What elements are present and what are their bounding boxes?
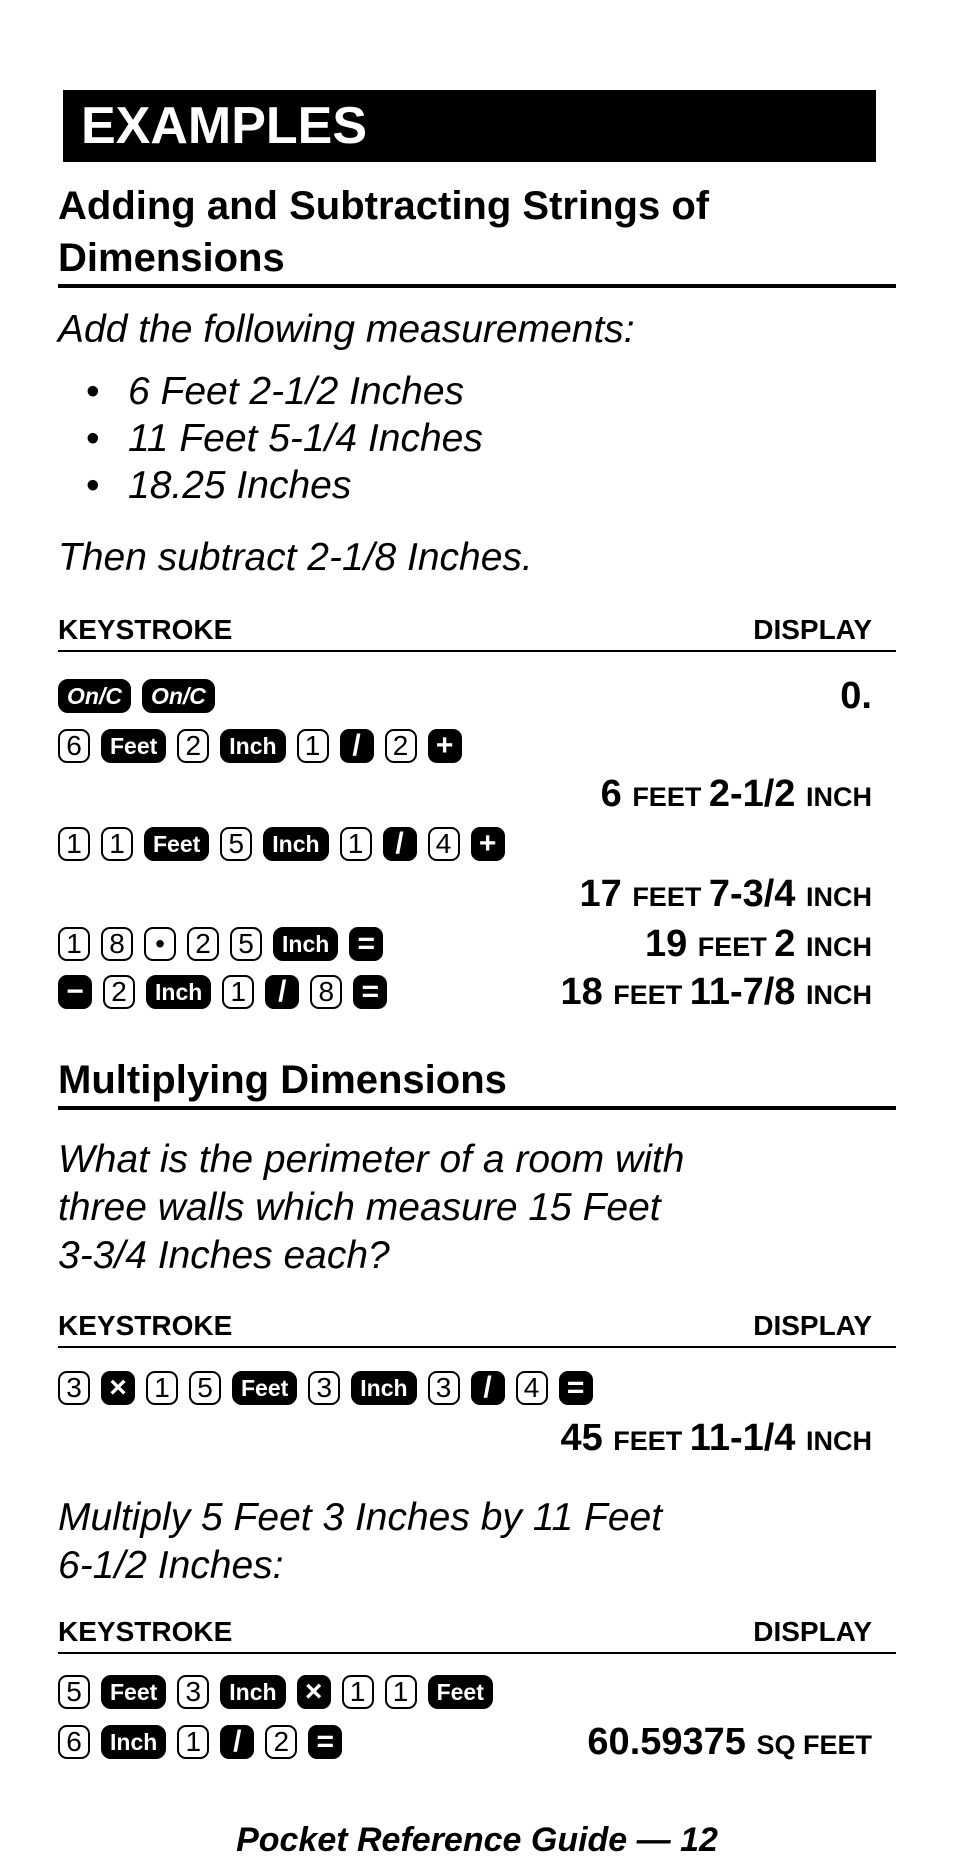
- keystroke-row: [58, 1720, 896, 1764]
- feet-key: Feet: [101, 1675, 166, 1709]
- feet-key: Feet: [101, 729, 166, 763]
- digit-3-key: 3: [58, 1371, 90, 1405]
- feet-key: Feet: [144, 827, 209, 861]
- list-item: • 18.25 Inches: [58, 462, 483, 509]
- examples-banner: EXAMPLES: [63, 90, 876, 162]
- fraction-bar-key: /: [220, 1725, 254, 1759]
- inch-key: Inch: [146, 975, 211, 1009]
- display-label: DISPLAY: [753, 1616, 872, 1647]
- keystroke-row: [58, 772, 896, 816]
- equals-key: =: [559, 1371, 593, 1405]
- digit-1-key: 1: [385, 1675, 417, 1709]
- key-sequence: [58, 1720, 342, 1764]
- equals-key: =: [353, 975, 387, 1009]
- inch-key: Inch: [273, 927, 338, 961]
- multiply-key: ×: [101, 1371, 135, 1405]
- key-sequence: [58, 1670, 493, 1714]
- decimal-point-key: •: [144, 927, 176, 961]
- digit-4-key: 4: [516, 1371, 548, 1405]
- keystroke-label: KEYSTROKE: [58, 1310, 233, 1341]
- display-unit: FEET: [613, 980, 690, 1010]
- digit-1-key: 1: [177, 1725, 209, 1759]
- keystroke-row: [58, 1366, 896, 1410]
- digit-5-key: 5: [230, 927, 262, 961]
- fraction-bar-key: /: [471, 1371, 505, 1405]
- on-clear-key: On/C: [58, 679, 131, 713]
- key-sequence: [58, 970, 387, 1014]
- fraction-bar-key: /: [340, 729, 374, 763]
- question-line: Multiply 5 Feet 3 Inches by 11 Feet: [58, 1496, 663, 1539]
- digit-5-key: 5: [58, 1675, 90, 1709]
- display-value: 19: [644, 923, 698, 965]
- keystroke-row: [58, 1670, 896, 1714]
- digit-5-key: 5: [189, 1371, 221, 1405]
- display-value: 60.59375: [587, 1721, 757, 1763]
- minus-key: −: [58, 975, 92, 1009]
- display-readout: [645, 922, 872, 969]
- keystroke-row: [58, 822, 896, 866]
- key-sequence: [58, 1366, 593, 1410]
- display-value: 0.: [840, 675, 872, 717]
- section-heading-adding: [58, 180, 896, 288]
- display-value: 11-1/4: [689, 1417, 806, 1459]
- display-readout: [587, 1720, 872, 1767]
- display-label: DISPLAY: [753, 614, 872, 645]
- digit-1-key: 1: [342, 1675, 374, 1709]
- digit-1-key: 1: [58, 927, 90, 961]
- digit-2-key: 2: [177, 729, 209, 763]
- digit-3-key: 3: [177, 1675, 209, 1709]
- display-label: DISPLAY: [753, 1310, 872, 1341]
- inch-key: Inch: [351, 1371, 416, 1405]
- display-readout: [579, 872, 872, 919]
- column-header: [58, 612, 896, 652]
- keystroke-row: [58, 674, 896, 718]
- display-unit: FEET: [632, 782, 709, 812]
- display-unit: SQ FEET: [756, 1730, 872, 1760]
- display-readout: [601, 772, 872, 819]
- digit-3-key: 3: [428, 1371, 460, 1405]
- digit-1-key: 1: [297, 729, 329, 763]
- measurement-list: [58, 368, 483, 509]
- display-unit: INCH: [806, 882, 872, 912]
- inch-key: Inch: [263, 827, 328, 861]
- heading-line: Multiplying Dimensions: [58, 1058, 507, 1102]
- heading-line-2: Dimensions: [58, 236, 285, 280]
- key-sequence: [58, 674, 215, 718]
- digit-1-key: 1: [58, 827, 90, 861]
- subtract-instruction: Then subtract 2-1/8 Inches.: [58, 536, 533, 579]
- fraction-bar-key: /: [383, 827, 417, 861]
- display-unit: INCH: [806, 1426, 872, 1456]
- keystroke-row: [58, 1416, 896, 1460]
- display-readout: [560, 1416, 872, 1463]
- digit-2-key: 2: [103, 975, 135, 1009]
- list-item: • 6 Feet 2-1/2 Inches: [58, 368, 483, 415]
- display-value: 11-7/8: [689, 971, 806, 1013]
- question-line: 6-1/2 Inches:: [58, 1544, 284, 1587]
- on-clear-key: On/C: [142, 679, 215, 713]
- display-unit: INCH: [806, 980, 872, 1010]
- digit-2-key: 2: [265, 1725, 297, 1759]
- display-value: 7-3/4: [708, 873, 806, 915]
- display-value: 45: [560, 1417, 614, 1459]
- column-header: [58, 1308, 896, 1348]
- digit-8-key: 8: [101, 927, 133, 961]
- plus-key: +: [428, 729, 462, 763]
- digit-1-key: 1: [101, 827, 133, 861]
- equals-key: =: [308, 1725, 342, 1759]
- digit-4-key: 4: [428, 827, 460, 861]
- keystroke-row: [58, 872, 896, 916]
- key-sequence: [58, 922, 383, 966]
- display-value: 2-1/2: [708, 773, 806, 815]
- fraction-bar-key: /: [265, 975, 299, 1009]
- digit-3-key: 3: [308, 1371, 340, 1405]
- perimeter-question: [58, 1136, 684, 1280]
- display-readout: [560, 970, 872, 1017]
- key-sequence: [58, 724, 462, 768]
- equals-key: =: [349, 927, 383, 961]
- question-line: three walls which measure 15 Feet: [58, 1186, 661, 1229]
- page-footer: Pocket Reference Guide — 12: [236, 1821, 718, 1859]
- digit-1-key: 1: [146, 1371, 178, 1405]
- multiply-key: ×: [297, 1675, 331, 1709]
- digit-1-key: 1: [340, 827, 372, 861]
- question-line: 3-3/4 Inches each?: [58, 1234, 390, 1277]
- question-line: What is the perimeter of a room with: [58, 1138, 685, 1181]
- display-unit: FEET: [613, 1426, 690, 1456]
- digit-2-key: 2: [385, 729, 417, 763]
- display-value: 2: [774, 923, 806, 965]
- plus-key: +: [471, 827, 505, 861]
- inch-key: Inch: [101, 1725, 166, 1759]
- digit-8-key: 8: [310, 975, 342, 1009]
- inch-key: Inch: [220, 1675, 285, 1709]
- inch-key: Inch: [220, 729, 285, 763]
- display-unit: INCH: [806, 782, 872, 812]
- display-value: 18: [560, 971, 614, 1013]
- keystroke-label: KEYSTROKE: [58, 614, 233, 645]
- key-sequence: [58, 822, 505, 866]
- digit-2-key: 2: [187, 927, 219, 961]
- feet-key: Feet: [428, 1675, 493, 1709]
- keystroke-label: KEYSTROKE: [58, 1616, 233, 1647]
- keystroke-row: [58, 724, 896, 768]
- keystroke-row: [58, 922, 896, 966]
- feet-key: Feet: [232, 1371, 297, 1405]
- display-value: 6: [600, 773, 633, 815]
- digit-6-key: 6: [58, 729, 90, 763]
- list-item: • 11 Feet 5-1/4 Inches: [58, 415, 483, 462]
- display-unit: INCH: [806, 932, 872, 962]
- display-unit: FEET: [632, 882, 709, 912]
- heading-line-1: Adding and Subtracting Strings of: [58, 184, 710, 228]
- digit-5-key: 5: [220, 827, 252, 861]
- display-value: 17: [579, 873, 633, 915]
- section-heading-multiplying: [58, 1054, 896, 1110]
- column-header: [58, 1614, 896, 1654]
- digit-6-key: 6: [58, 1725, 90, 1759]
- intro-text: Add the following measurements:: [58, 308, 635, 351]
- keystroke-row: [58, 970, 896, 1014]
- display-unit: FEET: [697, 932, 775, 962]
- digit-1-key: 1: [222, 975, 254, 1009]
- display-readout: [840, 674, 872, 718]
- multiply-question: [58, 1494, 662, 1590]
